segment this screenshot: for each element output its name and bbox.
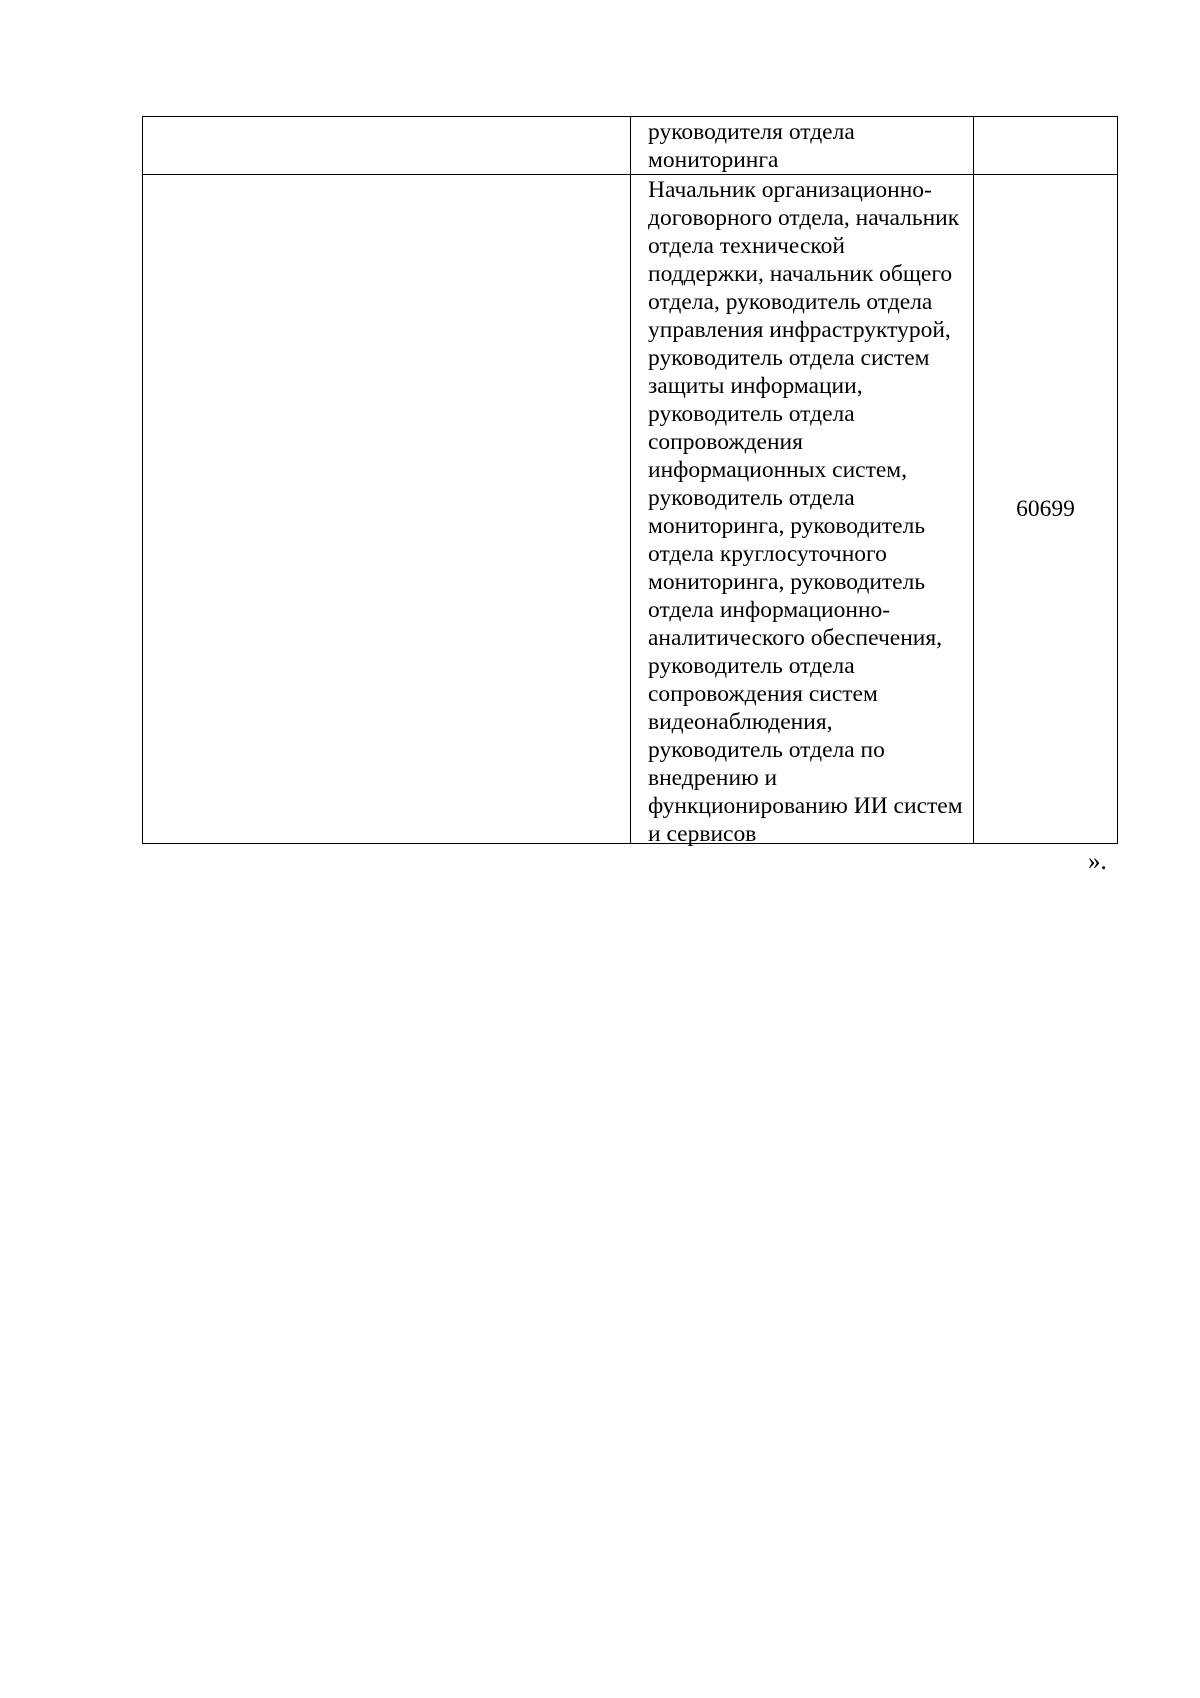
- position-line: руководитель отдела: [648, 653, 855, 679]
- position-line: и сервисов: [648, 821, 757, 847]
- category-cell: [143, 117, 631, 175]
- position-line: мониторинга, руководитель: [648, 513, 926, 539]
- position-line: поддержки, начальник общего: [648, 261, 953, 287]
- salary-table: [142, 116, 1118, 847]
- position-text: [631, 175, 973, 847]
- position-line: управления инфраструктурой,: [648, 317, 951, 343]
- table-row: [143, 175, 1118, 844]
- position-cell: [631, 117, 974, 175]
- position-line: мониторинга: [648, 147, 779, 173]
- position-cell: [631, 175, 974, 847]
- closing-quote-mark: ».: [1088, 848, 1107, 875]
- position-text: [631, 117, 973, 174]
- position-line: защиты информации,: [648, 373, 863, 399]
- position-line: отдела, руководитель отдела: [648, 289, 933, 315]
- position-line: отдела технической: [648, 233, 845, 259]
- position-line: Начальник организационно-: [648, 177, 932, 203]
- position-line: отдела информационно-: [648, 597, 891, 623]
- position-line: видеонаблюдения,: [648, 709, 833, 735]
- salary-cell: 60699: [974, 175, 1118, 844]
- position-line: договорного отдела, начальник: [648, 205, 960, 231]
- position-line: руководителя отдела: [648, 119, 855, 145]
- position-line: функционированию ИИ систем: [648, 793, 963, 819]
- table-row: [143, 117, 1118, 175]
- position-line: информационных систем,: [648, 457, 908, 483]
- position-line: руководитель отдела по: [648, 737, 885, 763]
- position-line: аналитического обеспечения,: [648, 625, 943, 651]
- category-cell: [143, 175, 631, 844]
- position-line: сопровождения систем: [648, 681, 878, 707]
- position-line: отдела круглосуточного: [648, 541, 887, 567]
- salary-cell: [974, 117, 1118, 175]
- position-line: руководитель отдела: [648, 401, 855, 427]
- position-line: руководитель отдела: [648, 485, 855, 511]
- position-line: внедрению и: [648, 765, 778, 791]
- position-line: мониторинга, руководитель: [648, 569, 926, 595]
- position-line: руководитель отдела систем: [648, 345, 930, 371]
- position-line: сопровождения: [648, 429, 803, 455]
